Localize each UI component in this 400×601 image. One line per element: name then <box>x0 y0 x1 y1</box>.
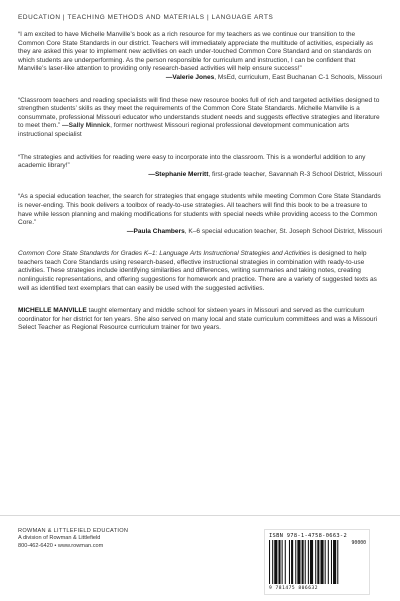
endorsement-text: “The strategies and activities for reading were easy to incorporate into the classroom. This is a wonderful addition to any academic library!” <box>18 153 366 170</box>
endorsement-3 <box>18 154 382 180</box>
endorsement-4 <box>18 193 382 236</box>
endorsement-2 <box>18 97 382 140</box>
endorser-name: —Paula Chambers <box>126 227 185 235</box>
author-bio <box>18 307 382 333</box>
endorser-role: , first-grade teacher, Savannah R-3 School District, Missouri <box>208 170 382 178</box>
barcode-digits: 9 781475 806632 <box>269 586 318 591</box>
endorser-role: , MsEd, curriculum, East Buchanan C-1 Schools, Missouri <box>214 73 382 81</box>
endorser-name: —Sally Minnick <box>62 122 111 130</box>
barcode-icon <box>269 540 365 586</box>
book-title: Common Core State Standards for Grades K–1: Language Arts Instructional Strategies and Activities <box>18 250 311 258</box>
endorser-role: , former northwest Missouri regional professional development communication arts instructional specialist <box>18 122 350 138</box>
barcode-block <box>264 529 370 595</box>
category-line: EDUCATION | TEACHING METHODS AND MATERIALS | LANGUAGE ARTS <box>18 14 274 21</box>
endorsement-attribution <box>18 74 382 83</box>
endorsement-attribution <box>18 171 382 180</box>
description-body: is designed to help teachers teach Core Standards using research-based, effective instructional strategies in combination with ready-to-use activities. These strategies include identifying similarities and differences, writing summaries and taking notes, creating nonlinguistic representations, and offering suggestions for homework and practice. There are a variety of suggested texts as well as identified text exemplars that can easily be used with the suggested activities. <box>18 250 377 292</box>
endorsement-text: “As a special education teacher, the search for strategies that engage students while meeting Common Core State Standards is never-ending. This book delivers a toolbox of ready-to-use strategies. All teachers will find this book to be a treasure to have while lesson planning and making modifications for students with special needs while providing access to the Common Core.” <box>18 193 381 227</box>
isbn-label: ISBN 978-1-4758-0663-2 <box>269 533 347 539</box>
endorser-name: —Stephanie Merritt <box>148 170 209 178</box>
price-code: 90000 <box>351 541 366 546</box>
endorsement-text <box>18 97 382 140</box>
author-name: MICHELLE MANVILLE <box>18 307 87 315</box>
endorser-role: , K–6 special education teacher, St. Joseph School District, Missouri <box>184 227 382 235</box>
publisher-block <box>18 528 128 550</box>
endorsement-attribution <box>18 228 382 237</box>
publisher-contact: 800-462-6420 • www.rowman.com <box>18 542 104 549</box>
endorsement-text: “I am excited to have Michelle Manville’s book as a rich resource for my teachers as we continue our transition to the Common Core State Standards in our district. Teachers will immediately appreciate the multitude of activities, especially as they are asked this year to implement new activities on each under-touched Common Core Standard and on standards on which students are underperforming. As the person responsible for curriculum and instruction, I can be confident that Manville’s laser-like attention to providing only research-based activities will help ensure success!” <box>18 31 374 73</box>
endorsement-body: “Classroom teachers and reading specialists will find these new resource books full of rich and targeted activities designed to strengthen students’ skills as they meet the requirements of the Common Core State Standards. Michelle Manville is a consummate, professional Missouri educator who understands student needs and suggests effective strategies and literature to meet them.” <box>18 96 380 130</box>
book-description <box>18 250 382 293</box>
publisher-name: ROWMAN & LITTLEFIELD EDUCATION <box>18 528 129 534</box>
bio-body: taught elementary and middle school for sixteen years in Missouri and served as the curriculum coordinator for her district for ten years. She also served on many local and state curriculum committees and was a Missouri Select Teacher as Regional Resource curriculum trainer for two years. <box>18 307 378 332</box>
endorsement-1 <box>18 31 382 83</box>
cover-footer <box>0 515 400 601</box>
endorser-name: —Valerie Jones <box>165 73 215 81</box>
publisher-division: A division of Rowman & Littlefield <box>18 535 101 542</box>
